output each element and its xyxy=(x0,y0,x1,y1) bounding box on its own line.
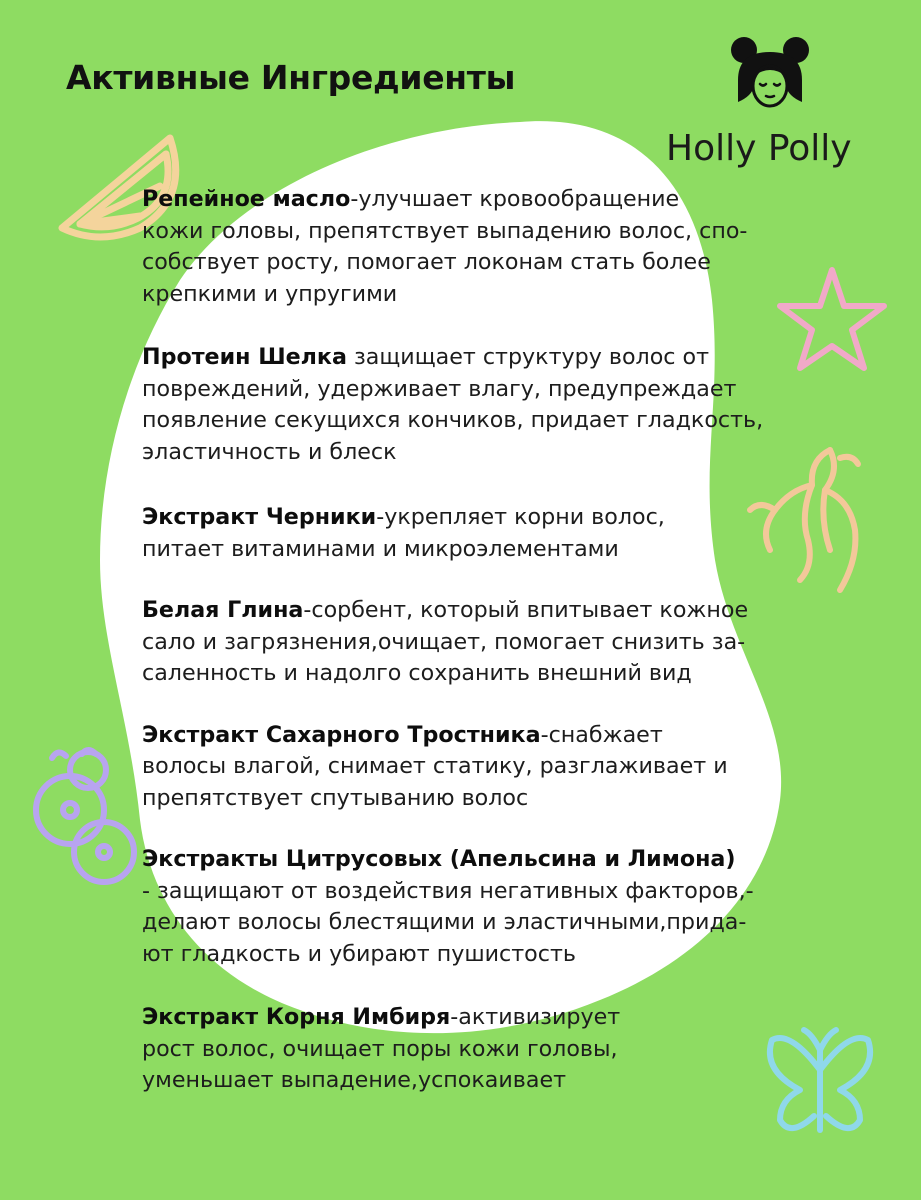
ingredient-citrus-extracts xyxy=(142,844,802,970)
ingredient-text: саленность и надолго сохранить внешний вид xyxy=(142,660,692,686)
page-title: Активные Ингредиенты xyxy=(66,58,516,97)
ingredient-text: -укрепляет корни волос, xyxy=(376,504,665,530)
ingredient-name: Экстракты Цитрусовых (Апельсина и Лимона) xyxy=(142,846,736,872)
ingredients-list xyxy=(142,184,802,1097)
ingredient-text: препятствует спутыванию волос xyxy=(142,784,529,811)
ingredient-sugarcane-extract xyxy=(142,720,802,815)
ingredient-text: делают волосы блестящими и эластичными,прида- xyxy=(142,909,747,935)
ingredient-text: -снабжает xyxy=(540,721,663,748)
ingredient-text: ют гладкость и убирают пушистость xyxy=(142,940,576,967)
ingredient-text: собствует росту, помогает локонам стать более xyxy=(142,249,711,275)
ingredient-burdock-oil xyxy=(142,184,802,310)
ingredient-text: повреждений, удерживает влагу, предупреждает xyxy=(142,375,737,402)
ingredient-name: Репейное масло xyxy=(142,186,351,212)
ingredient-text: -активизирует xyxy=(450,1004,621,1030)
girl-face-icon xyxy=(728,36,812,110)
ingredient-text: - защищают от воздействия негативных факторов,- xyxy=(142,877,754,904)
ingredient-name: Экстракт Сахарного Тростника xyxy=(142,721,541,748)
ingredient-text: волосы влагой, снимает статику, разглаживает и xyxy=(142,753,728,779)
ingredient-ginger-root-extract xyxy=(142,1002,802,1097)
blueberries-icon xyxy=(22,740,162,890)
ingredient-text: эластичность и блеск xyxy=(142,438,397,465)
brand-logo xyxy=(660,36,890,176)
ingredient-text: -улучшает кровообращение xyxy=(350,186,680,212)
brand-name: Holly Polly xyxy=(666,128,852,169)
ingredient-text: уменьшает выпадение,успокаивает xyxy=(142,1067,567,1093)
ingredient-text: появление секущихся кончиков, придает гладкость, xyxy=(142,407,764,433)
ingredient-text: крепкими и упругими xyxy=(142,280,398,307)
ingredient-text: сало и загрязнения,очищает, помогает снизить за- xyxy=(142,628,746,655)
ingredient-name: Белая Глина xyxy=(142,597,304,623)
ingredient-name: Экстракт Корня Имбиря xyxy=(142,1004,451,1030)
ingredient-blueberry-extract xyxy=(142,502,802,565)
ingredient-text: -сорбент, который впитывает кожное xyxy=(303,597,749,623)
ingredient-text: кожи головы, препятствует выпадению волос, спо- xyxy=(142,217,748,244)
ingredient-text: питает витаминами и микроэлементами xyxy=(142,535,619,562)
ingredient-text: рост волос, очищает поры кожи головы, xyxy=(142,1035,618,1062)
ingredient-name: Экстракт Черники xyxy=(142,504,377,530)
ingredient-silk-protein xyxy=(142,342,802,468)
ingredient-white-clay xyxy=(142,595,802,690)
ingredient-name: Протеин Шелка xyxy=(142,344,347,370)
ingredient-text: защищает структуру волос от xyxy=(346,344,710,370)
